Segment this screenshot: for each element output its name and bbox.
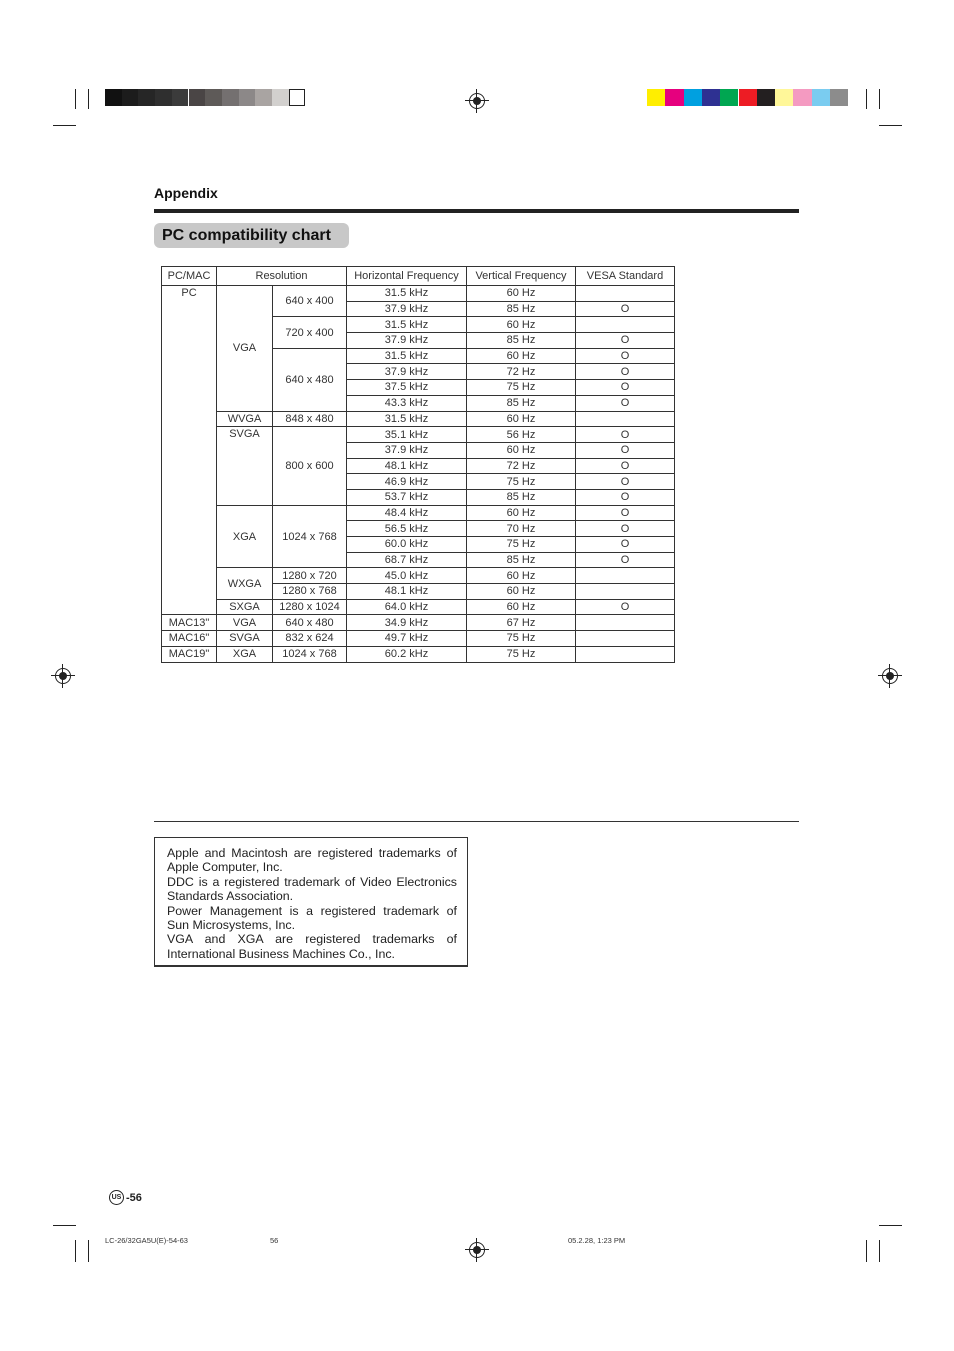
table-cell: 37.5 kHz <box>347 380 467 396</box>
table-cell <box>576 317 675 333</box>
color-swatch <box>205 89 222 106</box>
table-cell: 75 Hz <box>467 646 576 662</box>
trademark-line: Power Management is a registered trademark of Sun Microsystems, Inc. <box>167 903 457 933</box>
table-cell: 37.9 kHz <box>347 301 467 317</box>
table-row <box>162 568 675 584</box>
table-cell: 640 x 400 <box>273 286 347 317</box>
table-cell: 800 x 600 <box>273 427 347 505</box>
table-cell: 31.5 kHz <box>347 411 467 427</box>
table-cell: 43.3 kHz <box>347 395 467 411</box>
table-cell <box>576 584 675 600</box>
crop-mark <box>879 1240 880 1262</box>
table-cell: 60 Hz <box>467 442 576 458</box>
color-swatch <box>665 89 683 106</box>
table-cell: PC <box>162 286 217 615</box>
table-cell: 60 Hz <box>467 286 576 302</box>
table-cell: O <box>576 348 675 364</box>
table-cell: 60 Hz <box>467 317 576 333</box>
table-cell: O <box>576 521 675 537</box>
table-cell <box>576 615 675 631</box>
table-cell: 67 Hz <box>467 615 576 631</box>
crop-mark <box>75 1240 76 1262</box>
table-cell: 48.4 kHz <box>347 505 467 521</box>
color-swatch <box>647 89 665 106</box>
section-rule <box>154 209 799 213</box>
table-cell: O <box>576 333 675 349</box>
table-cell: 45.0 kHz <box>347 568 467 584</box>
table-cell: 60 Hz <box>467 348 576 364</box>
column-header: Horizontal Frequency <box>347 267 467 286</box>
table-cell: 1280 x 1024 <box>273 599 347 615</box>
table-cell: 640 x 480 <box>273 348 347 411</box>
color-swatch <box>684 89 702 106</box>
table-row <box>162 631 675 647</box>
table-cell: O <box>576 364 675 380</box>
table-row <box>162 646 675 662</box>
table-cell: 720 x 400 <box>273 317 347 348</box>
crop-mark <box>88 89 89 109</box>
table-cell: 53.7 kHz <box>347 489 467 505</box>
table-cell: 72 Hz <box>467 458 576 474</box>
table-cell: O <box>576 458 675 474</box>
trademark-line: Apple and Macintosh are registered trademarks of Apple Computer, Inc. <box>167 846 457 875</box>
table-cell: 31.5 kHz <box>347 317 467 333</box>
color-swatch <box>222 89 239 106</box>
table-cell: XGA <box>217 646 273 662</box>
table-cell: MAC19" <box>162 646 217 662</box>
table-cell: 68.7 kHz <box>347 552 467 568</box>
table-cell: 37.9 kHz <box>347 442 467 458</box>
table-cell: 48.1 kHz <box>347 584 467 600</box>
registration-mark-icon <box>55 668 71 684</box>
table-cell: O <box>576 301 675 317</box>
color-swatch <box>720 89 738 106</box>
page-title: PC compatibility chart <box>154 223 349 248</box>
table-cell: WVGA <box>217 411 273 427</box>
table-cell: XGA <box>217 505 273 568</box>
color-swatch <box>239 89 256 106</box>
table-cell: SXGA <box>217 599 273 615</box>
crop-mark <box>879 125 902 126</box>
table-cell: O <box>576 505 675 521</box>
table-cell: 31.5 kHz <box>347 348 467 364</box>
table-cell: O <box>576 489 675 505</box>
table-cell: 60 Hz <box>467 505 576 521</box>
table-cell: 49.7 kHz <box>347 631 467 647</box>
table-row <box>162 615 675 631</box>
color-swatch <box>812 89 830 106</box>
compatibility-table <box>161 266 675 663</box>
table-cell: 60 Hz <box>467 599 576 615</box>
table-cell: 1280 x 720 <box>273 568 347 584</box>
crop-mark <box>879 1225 902 1226</box>
table-cell <box>576 631 675 647</box>
table-cell: 85 Hz <box>467 552 576 568</box>
table-cell: 75 Hz <box>467 474 576 490</box>
table-cell: 35.1 kHz <box>347 427 467 443</box>
table-cell: 85 Hz <box>467 333 576 349</box>
page-number-text: -56 <box>126 1191 142 1204</box>
table-cell: 60 Hz <box>467 584 576 600</box>
color-swatch <box>172 89 189 106</box>
color-swatch <box>255 89 272 106</box>
column-header: PC/MAC <box>162 267 217 286</box>
table-cell: WXGA <box>217 568 273 599</box>
table-row <box>162 505 675 521</box>
table-cell <box>576 411 675 427</box>
color-swatch <box>122 89 139 106</box>
table-cell: O <box>576 442 675 458</box>
crop-mark <box>866 1240 867 1262</box>
registration-mark-icon <box>469 93 485 109</box>
table-cell: 37.9 kHz <box>347 364 467 380</box>
table-cell: 46.9 kHz <box>347 474 467 490</box>
color-swatch <box>289 89 306 106</box>
table-cell: 72 Hz <box>467 364 576 380</box>
table-cell: SVGA <box>217 631 273 647</box>
table-cell: O <box>576 474 675 490</box>
table-cell: 56.5 kHz <box>347 521 467 537</box>
color-swatch <box>189 89 206 106</box>
table-header-row <box>162 267 675 286</box>
footer-file: LC-26/32GA5U(E)-54-63 <box>105 1236 188 1245</box>
color-swatch <box>138 89 155 106</box>
column-header: Vertical Frequency <box>467 267 576 286</box>
table-row <box>162 411 675 427</box>
color-swatch <box>272 89 289 106</box>
color-swatch <box>155 89 172 106</box>
crop-mark <box>879 89 880 109</box>
crop-mark <box>88 1240 89 1262</box>
table-cell: O <box>576 380 675 396</box>
table-cell: 85 Hz <box>467 301 576 317</box>
footer-page: 56 <box>270 1236 279 1245</box>
table-cell: 1280 x 768 <box>273 584 347 600</box>
table-cell: SVGA <box>217 427 273 505</box>
color-swatch <box>793 89 811 106</box>
table-row <box>162 286 675 302</box>
table-cell: 31.5 kHz <box>347 286 467 302</box>
column-header: Resolution <box>217 267 347 286</box>
color-swatch <box>105 89 122 106</box>
trademark-line: DDC is a registered trademark of Video Electronics Standards Association. <box>167 874 457 904</box>
table-cell: 848 x 480 <box>273 411 347 427</box>
page-number <box>109 1190 142 1205</box>
color-swatch <box>739 89 757 106</box>
table-cell: 60.2 kHz <box>347 646 467 662</box>
table-cell: MAC16" <box>162 631 217 647</box>
column-header: VESA Standard <box>576 267 675 286</box>
table-cell: O <box>576 427 675 443</box>
crop-mark <box>53 1225 76 1226</box>
trademark-line: VGA and XGA are registered trademarks of International Business Machines Co., Inc. <box>167 932 457 961</box>
table-cell: 85 Hz <box>467 395 576 411</box>
table-cell: 75 Hz <box>467 537 576 553</box>
table-cell: VGA <box>217 615 273 631</box>
table-cell: MAC13" <box>162 615 217 631</box>
color-swatch <box>775 89 793 106</box>
color-swatch <box>702 89 720 106</box>
table-cell: 85 Hz <box>467 489 576 505</box>
crop-mark <box>53 125 76 126</box>
registration-mark-icon <box>469 1242 485 1258</box>
crop-mark <box>75 89 76 109</box>
table-cell: 1024 x 768 <box>273 646 347 662</box>
table-cell: 75 Hz <box>467 380 576 396</box>
table-row <box>162 427 675 443</box>
table-cell: VGA <box>217 286 273 412</box>
trademark-notice <box>154 837 468 967</box>
divider <box>154 821 799 822</box>
table-cell: O <box>576 599 675 615</box>
table-cell: 60 Hz <box>467 568 576 584</box>
table-cell: 64.0 kHz <box>347 599 467 615</box>
color-swatch <box>830 89 848 106</box>
table-cell: 75 Hz <box>467 631 576 647</box>
registration-mark-icon <box>882 668 898 684</box>
table-cell: 37.9 kHz <box>347 333 467 349</box>
table-cell <box>576 286 675 302</box>
table-cell: 640 x 480 <box>273 615 347 631</box>
table-cell: 60.0 kHz <box>347 537 467 553</box>
table-cell <box>576 646 675 662</box>
table-cell: O <box>576 552 675 568</box>
section-label: Appendix <box>154 185 218 201</box>
table-cell: 832 x 624 <box>273 631 347 647</box>
table-cell: 48.1 kHz <box>347 458 467 474</box>
us-region-icon: US <box>109 1190 124 1205</box>
color-swatch <box>757 89 775 106</box>
table-row <box>162 599 675 615</box>
table-cell: 60 Hz <box>467 411 576 427</box>
table-cell: 70 Hz <box>467 521 576 537</box>
table-cell: O <box>576 537 675 553</box>
table-cell: O <box>576 395 675 411</box>
table-cell: 1024 x 768 <box>273 505 347 568</box>
footer-date: 05.2.28, 1:23 PM <box>568 1236 626 1245</box>
table-cell: 56 Hz <box>467 427 576 443</box>
table-cell <box>576 568 675 584</box>
crop-mark <box>866 89 867 109</box>
table-cell: 34.9 kHz <box>347 615 467 631</box>
